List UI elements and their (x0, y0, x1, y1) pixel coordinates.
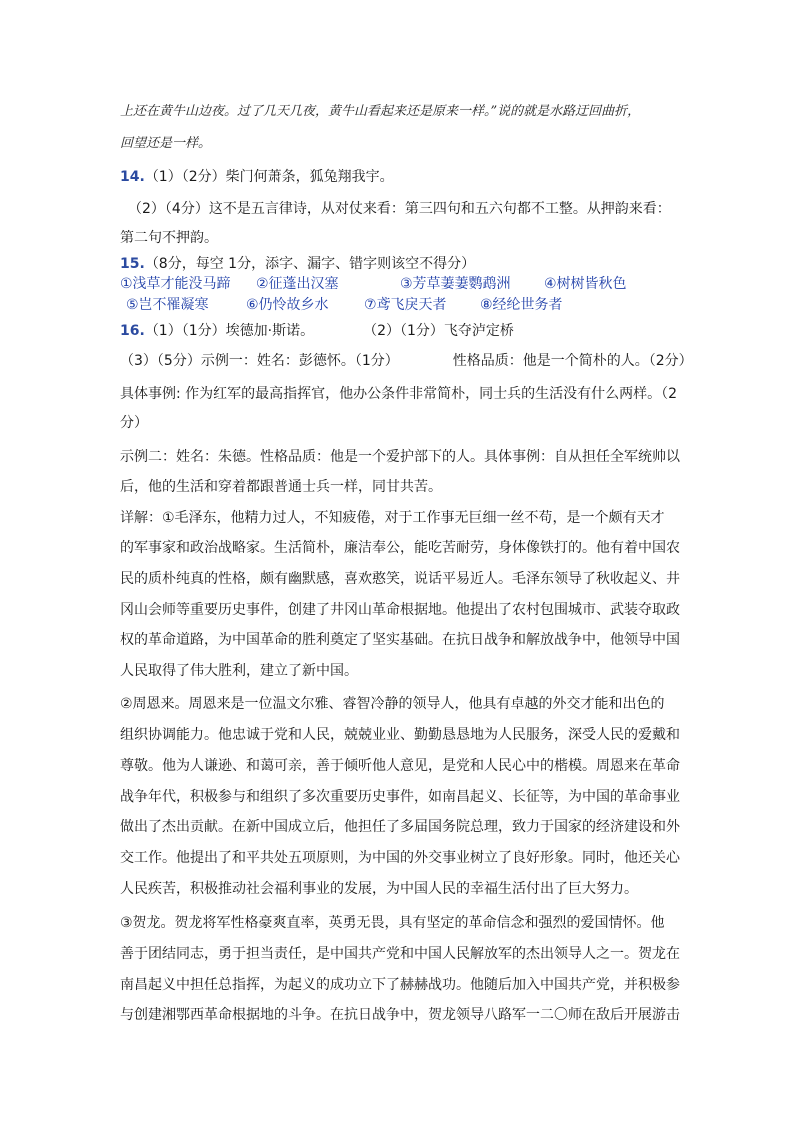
explanation-line: 组织协调能力。他忠诚于党和人民，兢兢业业、勤勤恳恳地为人民服务，深受人民的爱戴和 (120, 727, 680, 743)
explanation-line: 权的革命道路，为中国革命的胜利奠定了坚实基础。在抗日战争和解放战争中，他领导中国 (120, 632, 680, 648)
q14-part1: （1）（2分）柴门何萧条，狐兔翔我宇。 (144, 169, 394, 185)
explanation-line: 示例二：姓名：朱德。性格品质：他是一个爱护部下的人。具体事例：自从担任全军统帅以 (120, 449, 680, 465)
q16-number: 16. (120, 323, 145, 339)
q16-part2: （2）（1分）飞夺泸定桥 (370, 323, 514, 339)
top-line-2: 回望还是一样。 (120, 136, 212, 151)
q15-scoring: （8分，每空 1分，添字、漏字、错字则该空不得分） (144, 256, 476, 272)
explanation-line: 后，他的生活和穿着都跟普通士兵一样，同甘共苦。 (120, 479, 442, 495)
q14-part2: （2）（4分）这不是五言律诗，从对仗来看：第三四句和五六句都不工整。从押韵来看： (128, 201, 671, 217)
q14-number: 14. (120, 169, 145, 185)
explanation-line: 交工作。他提出了和平共处五项原则，为中国的外交事业树立了良好形象。同时，他还关心 (120, 850, 680, 866)
q14-line-1 (120, 167, 394, 187)
q16-part3-name: （3）（5分）示例一：姓名：彭德怀。（1分） (120, 353, 399, 369)
q15-answer-2: ②征蓬出汉塞 (256, 276, 339, 292)
explanation-line: 民的质朴纯真的性格，颇有幽默感，喜欢憨笑，说话平易近人。毛泽东领导了秋收起义、井 (120, 571, 680, 587)
q16-line-1 (120, 321, 514, 341)
explanation-line: 冈山会师等重要历史事件，创建了井冈山革命根据地。他提出了农村包围城市、武装夺取政 (120, 602, 680, 618)
q15-answer-8: ⑧经纶世务者 (480, 297, 563, 313)
explanation-line: 具体事例: 作为红军的最高指挥官，他办公条件非常简朴，同士兵的生活没有什么两样。（2 (120, 386, 678, 402)
explanation-line: 南昌起义中担任总指挥，为起义的成功立下了赫赫战功。他随后加入中国共产党，并积极参 (120, 977, 680, 993)
explanation-line: ②周恩来。周恩来是一位温文尔雅、睿智冷静的领导人，他具有卓越的外交才能和出色的 (120, 696, 665, 712)
q16-part1: （1）（1分）埃德加·斯诺。 (144, 323, 315, 339)
explanation-line: 善于团结同志，勇于担当责任，是中国共产党和中国人民解放军的杰出领导人之一。贺龙在 (120, 946, 680, 962)
explanation-line: 战争年代，积极参与和组织了多次重要历史事件，如南昌起义、长征等，为中国的革命事业 (120, 789, 680, 805)
explanation-line: 尊敬。他为人谦逊、和蔼可亲，善于倾听他人意见，是党和人民心中的楷模。周恩来在革命 (120, 758, 680, 774)
explanation-line: ③贺龙。贺龙将军性格豪爽直率，英勇无畏，具有坚定的革命信念和强烈的爱国情怀。他 (120, 915, 665, 931)
q16-line-2 (120, 351, 693, 371)
q15-answers-row-1 (120, 274, 627, 294)
q15-answer-3: ③芳草萋萋鹦鹉洲 (400, 276, 511, 292)
explanation-line: 人民取得了伟大胜利，建立了新中国。 (120, 663, 358, 679)
q14-part2-cont: 第二句不押韵。 (120, 230, 218, 246)
explanation-line: 详解：①毛泽东，他精力过人，不知疲倦，对于工作事无巨细一丝不苟，是一个颇有天才 (120, 510, 665, 526)
q16-part3-trait: 性格品质：他是一个简朴的人。（2分） (452, 353, 693, 369)
q15-answer-5: ⑤岂不罹凝寒 (126, 297, 209, 313)
q15-answer-4: ④树树皆秋色 (544, 276, 627, 292)
explanation-line: 做出了杰出贡献。在新中国成立后，他担任了多届国务院总理，致力于国家的经济建设和外 (120, 819, 680, 835)
top-line-1: 上还在黄牛山边夜。过了几天几夜，黄牛山看起来还是原来一样。”说的就是水路迂回曲折， (120, 104, 641, 119)
q15-heading (120, 254, 475, 274)
explanation-line: 人民疾苦，积极推动社会福利事业的发展，为中国人民的幸福生活付出了巨大努力。 (120, 881, 638, 897)
q15-answer-6: ⑥仍怜故乡水 (246, 297, 329, 313)
explanation-line: 的军事家和政治战略家。生活简朴，廉洁奉公，能吃苦耐劳，身体像铁打的。他有着中国农 (120, 540, 680, 556)
q15-answers-row-2 (126, 295, 563, 315)
q15-number: 15. (120, 256, 145, 272)
q15-answer-7: ⑦鸢飞戾天者 (364, 297, 447, 313)
explanation-line: 与创建湘鄂西革命根据地的斗争。在抗日战争中，贺龙领导八路军一二〇师在敌后开展游击 (120, 1007, 680, 1023)
q15-answer-1: ①浅草才能没马蹄 (120, 276, 231, 292)
explanation-line: 分） (120, 415, 148, 431)
